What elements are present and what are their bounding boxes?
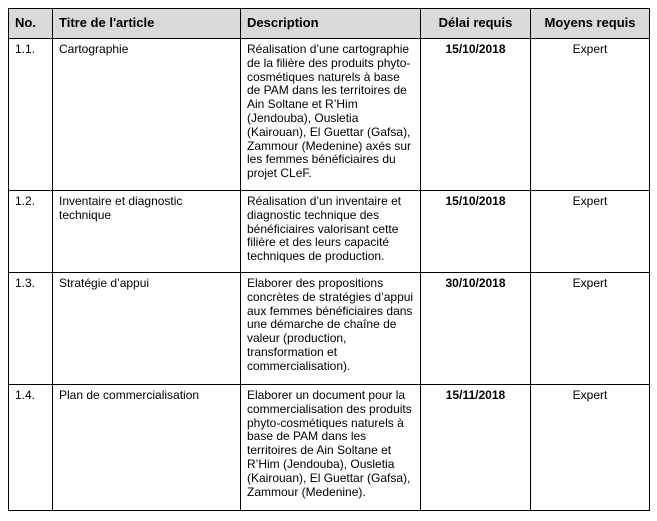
row-num: 1.1. — [9, 39, 53, 191]
articles-table — [8, 8, 650, 511]
row-description: Elaborer un document pour la commercialisation des produits phyto-cosmétiques naturels à base de PAM dans les territoires de Ain Soltane et R’Him (Jendouba), Ousletia (Kairouan), El Guettar (Gafsa), Zammour (Medenine). — [241, 385, 421, 511]
header-title: Titre de l'article — [53, 9, 241, 39]
row-description: Elaborer des propositions concrètes de stratégies d’appui aux femmes bénéficiaires dans une démarche de chaîne de valeur (production, transformation et commercialisation). — [241, 273, 421, 385]
header-description: Description — [241, 9, 421, 39]
row-title: Inventaire et diagnostic technique — [53, 191, 241, 273]
row-num: 1.4. — [9, 385, 53, 511]
table-header-row — [9, 9, 650, 39]
row-title: Plan de commercialisation — [53, 385, 241, 511]
row-delai: 15/10/2018 — [421, 39, 531, 191]
row-delai: 15/11/2018 — [421, 385, 531, 511]
row-delai: 30/10/2018 — [421, 273, 531, 385]
row-description: Réalisation d’un inventaire et diagnostic technique des bénéficiaires valorisant cette filière et des leurs capacité techniques de production. — [241, 191, 421, 273]
row-num: 1.2. — [9, 191, 53, 273]
header-moyens: Moyens requis — [531, 9, 650, 39]
row-moyens: Expert — [531, 39, 650, 191]
row-title: Cartographie — [53, 39, 241, 191]
row-moyens: Expert — [531, 273, 650, 385]
table-row — [9, 39, 650, 191]
header-delai: Délai requis — [421, 9, 531, 39]
row-num: 1.3. — [9, 273, 53, 385]
table-row — [9, 273, 650, 385]
row-title: Stratégie d’appui — [53, 273, 241, 385]
row-moyens: Expert — [531, 191, 650, 273]
row-description: Réalisation d’une cartographie de la filière des produits phyto-cosmétiques naturels à base de PAM dans les territoires de Ain Soltane et R’Him (Jendouba), Ousletia (Kairouan), El Guettar (Gafsa), Zammour (Medenine) axés sur les femmes bénéficiaires du projet CLeF. — [241, 39, 421, 191]
table-row — [9, 191, 650, 273]
table-row — [9, 385, 650, 511]
header-num: No. — [9, 9, 53, 39]
row-moyens: Expert — [531, 385, 650, 511]
row-delai: 15/10/2018 — [421, 191, 531, 273]
